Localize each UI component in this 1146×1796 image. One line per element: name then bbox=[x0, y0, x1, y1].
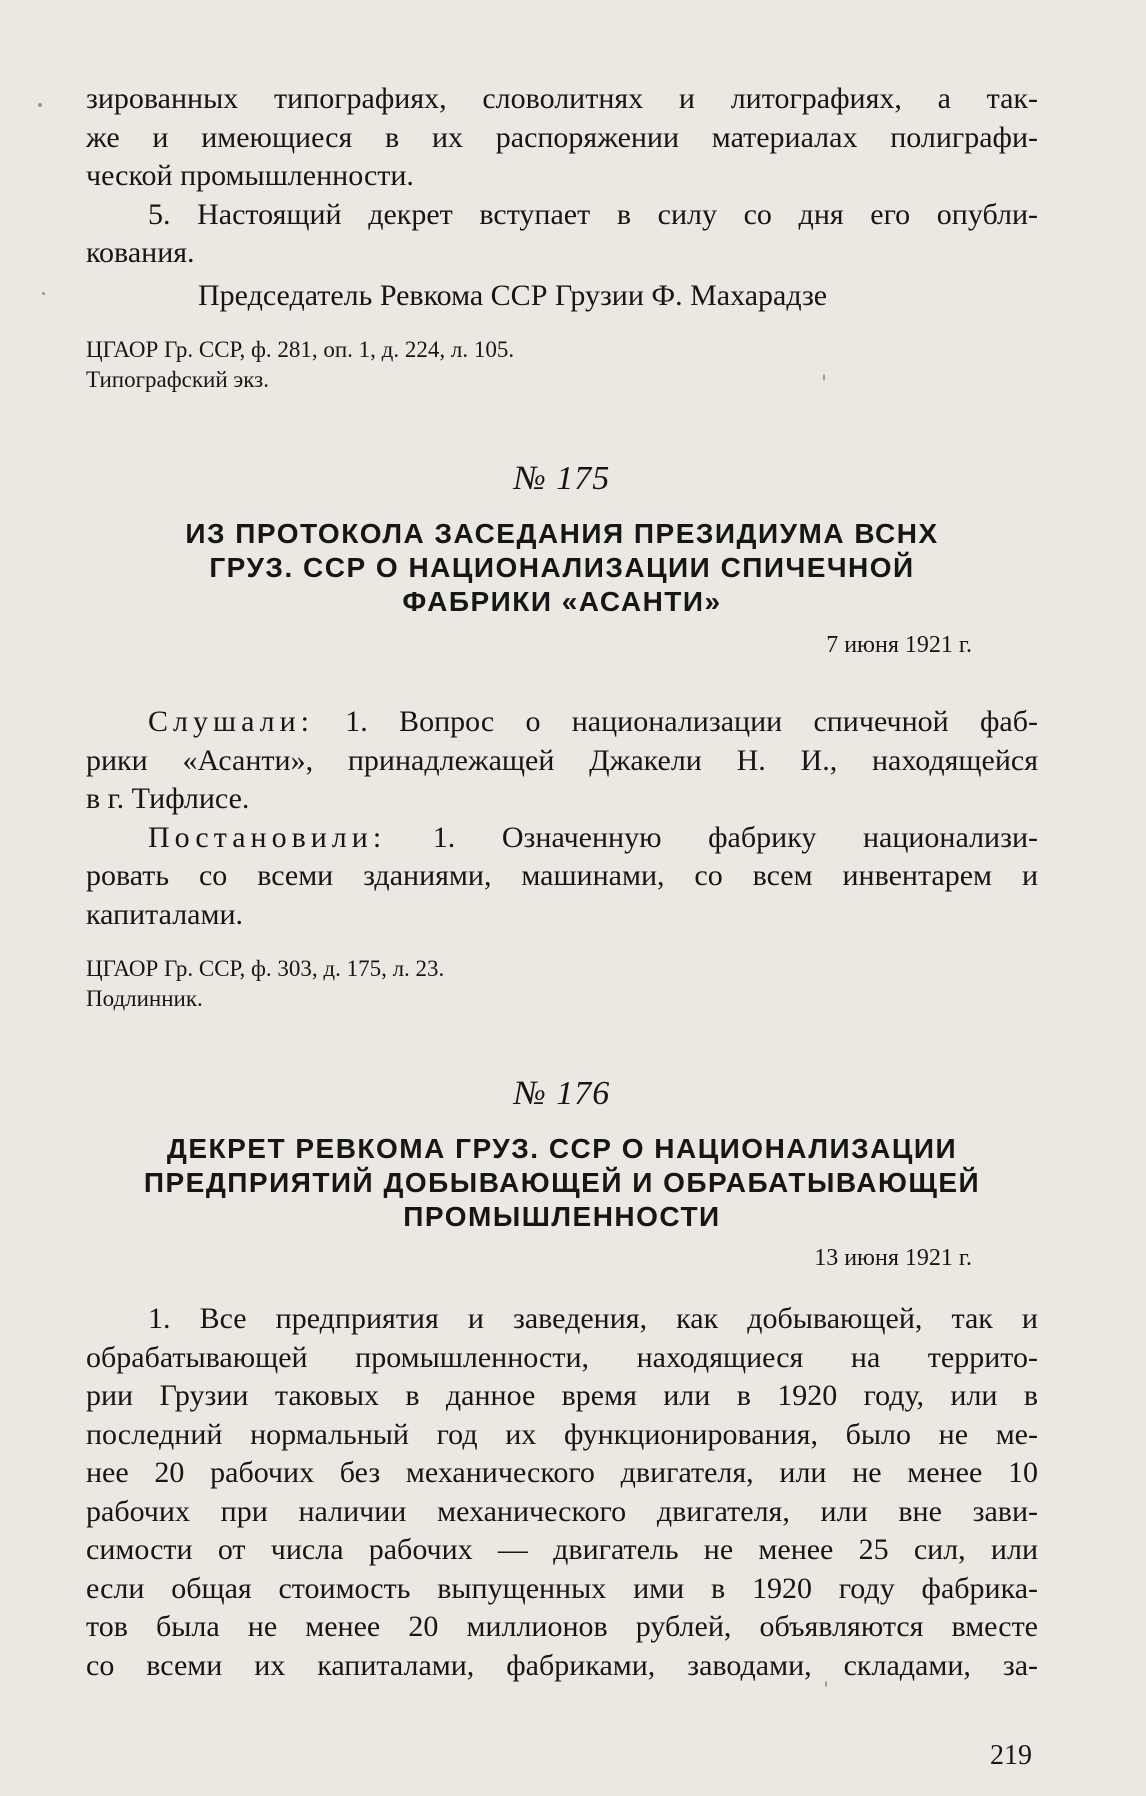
print-speck bbox=[38, 103, 42, 107]
paragraph-1-line: нее 20 рабочих без механического двигателя, или не менее 10 bbox=[86, 1456, 1038, 1489]
heading-line: ИЗ ПРОТОКОЛА ЗАСЕДАНИЯ ПРЕЗИДИУМА ВСНХ bbox=[185, 518, 939, 549]
document-date: 13 июня 1921 г. bbox=[814, 1245, 972, 1271]
paragraph-1-line: рабочих при наличии механического двигателя, или вне зави- bbox=[86, 1494, 1038, 1528]
heading-line: ПРЕДПРИЯТИЙ ДОБЫВАЮЩЕЙ И ОБРАБАТЫВАЮЩЕЙ bbox=[143, 1167, 981, 1198]
paragraph-1-line: со всеми их капиталами, фабриками, заводами, складами, за- bbox=[86, 1648, 1038, 1682]
paragraph-1-line: обрабатывающей промышленности, находящиеся на террито- bbox=[86, 1340, 1038, 1374]
paragraph-1-line: рии Грузии таковых в данное время или в 1920 году, или в bbox=[86, 1379, 1038, 1412]
document-number: № 176 bbox=[513, 1075, 611, 1112]
paragraph-5-line: 5. Настоящий декрет вступает в силу со дня его опубли- bbox=[148, 197, 1038, 231]
page-number: 219 bbox=[990, 1740, 1032, 1771]
paragraph-1-line: если общая стоимость выпущенных ими в 1920 году фабрика- bbox=[86, 1571, 1038, 1605]
archive-source: ЦГАОР Гр. ССР, ф. 303, д. 175, л. 23. bbox=[86, 956, 445, 981]
text-line: ческой промышленности. bbox=[86, 159, 414, 192]
print-speck bbox=[825, 1681, 827, 1687]
heading-line: ГРУЗ. ССР О НАЦИОНАЛИЗАЦИИ СПИЧЕЧНОЙ bbox=[209, 552, 915, 583]
resolved-label: Постановили: bbox=[148, 820, 387, 854]
heading-line: ПРОМЫШЛЕННОСТИ bbox=[403, 1201, 721, 1232]
paragraph-1-line: тов была не менее 20 миллионов рублей, объявляются вместе bbox=[86, 1610, 1038, 1643]
paragraph-1-line: 1. Все предприятия и заведения, как добывающей, так и bbox=[148, 1302, 1038, 1335]
document-heading bbox=[86, 517, 1038, 619]
heard-line: рики «Асанти», принадлежащей Джакели Н. И., находящейся bbox=[86, 743, 1038, 777]
text-line: же и имеющиеся в их распоряжении материалах полиграфи- bbox=[86, 120, 1038, 154]
archive-source-note: Подлинник. bbox=[86, 986, 203, 1011]
heard-line: в г. Тифлисе. bbox=[86, 782, 250, 815]
document-date: 7 июня 1921 г. bbox=[826, 632, 972, 658]
document-heading bbox=[86, 1132, 1038, 1234]
resolved-text: 1. Означенную фабрику национализи- bbox=[386, 820, 1038, 854]
heard-text: 1. Вопрос о национализации спичечной фаб- bbox=[314, 705, 1038, 738]
print-speck bbox=[42, 292, 45, 295]
signature-line: Председатель Ревкома ССР Грузии Ф. Махарадзе bbox=[198, 278, 828, 312]
resolved-line: капиталами. bbox=[86, 897, 244, 931]
heard-line bbox=[86, 703, 1038, 742]
document-number: № 175 bbox=[513, 460, 611, 497]
archive-source: ЦГАОР Гр. ССР, ф. 281, оп. 1, д. 224, л. 105. bbox=[86, 337, 515, 362]
heading-line: ДЕКРЕТ РЕВКОМА ГРУЗ. ССР О НАЦИОНАЛИЗАЦИИ bbox=[166, 1133, 958, 1164]
text-line: зированных типографиях, словолитнях и литографиях, а так- bbox=[86, 82, 1038, 115]
text-column bbox=[86, 80, 1038, 1685]
heading-line: ФАБРИКИ «АСАНТИ» bbox=[402, 586, 722, 617]
paragraph-1-line: симости от числа рабочих — двигатель не менее 25 сил, или bbox=[86, 1533, 1038, 1566]
resolved-line: ровать со всеми зданиями, машинами, со всем инвентарем и bbox=[86, 859, 1038, 892]
print-speck bbox=[823, 374, 825, 381]
archive-source-note: Типографский экз. bbox=[86, 367, 269, 392]
resolved-line bbox=[86, 819, 1038, 858]
paragraph-1-line: последний нормальный год их функционирования, было не ме- bbox=[86, 1417, 1038, 1451]
paragraph-5-line: кования. bbox=[86, 236, 195, 269]
heard-label: Слушали: bbox=[148, 705, 315, 738]
